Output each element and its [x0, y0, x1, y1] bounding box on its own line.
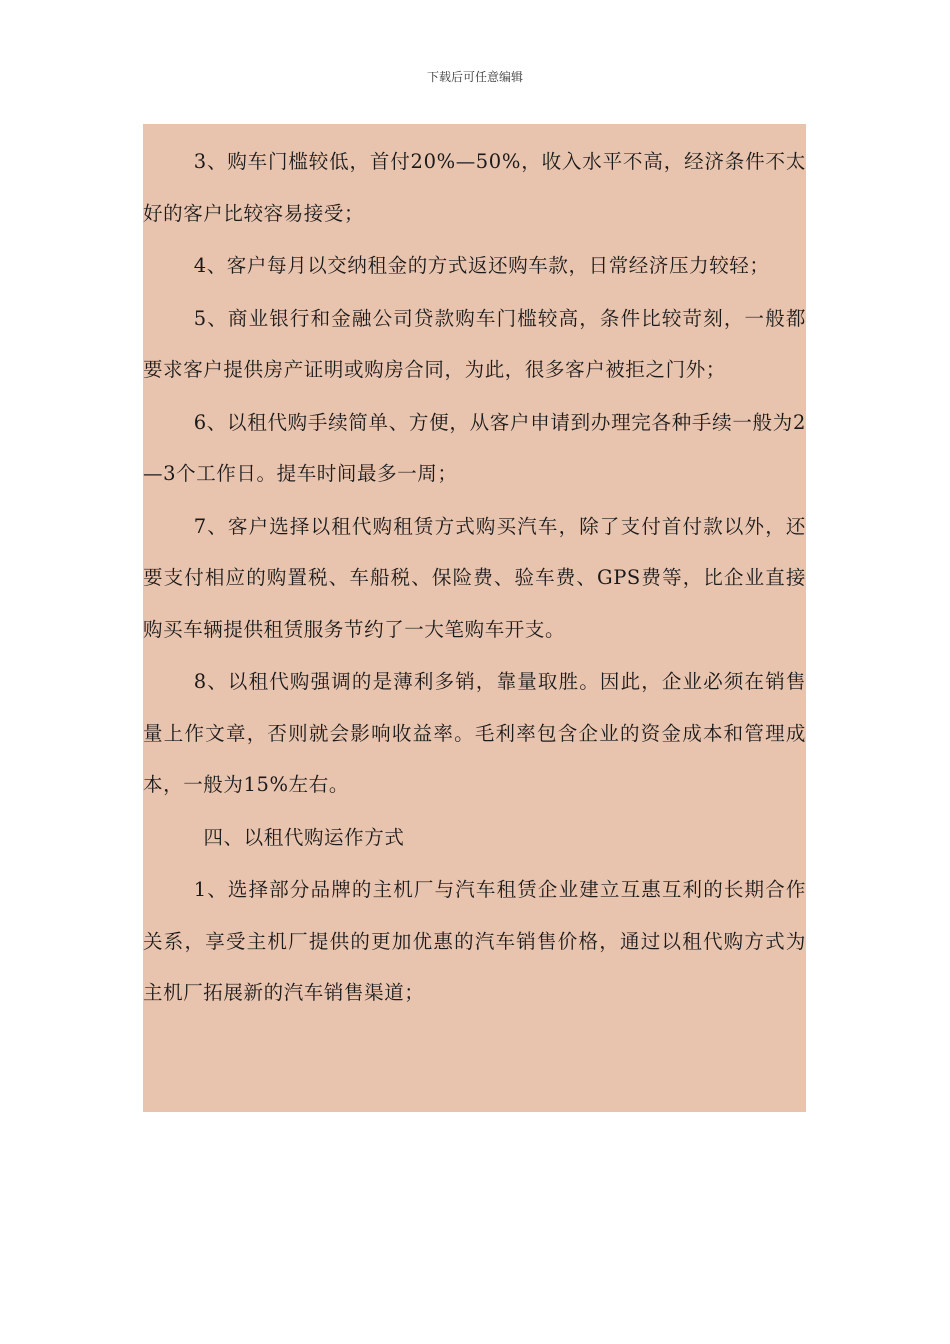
paragraph-item-3: 3、购车门槛较低，首付20%—50%，收入水平不高，经济条件不太好的客户比较容易接受； [143, 150, 806, 225]
section-heading: 四、以租代购运作方式 [203, 825, 405, 849]
paragraph-item-5: 5、商业银行和金融公司贷款购车门槛较高，条件比较苛刻，一般都要求客户提供房产证明或购房合同，为此，很多客户被拒之门外； [143, 306, 806, 381]
document-body [143, 124, 806, 1112]
paragraph-item-4: 4、客户每月以交纳租金的方式返还购车款，日常经济压力较轻； [193, 254, 770, 277]
paragraph-item-8: 8、以租代购强调的是薄利多销，靠量取胜。因此，企业必须在销售量上作文章，否则就会影响收益率。毛利率包含企业的资金成本和管理成本，一般为15%左右。 [143, 670, 806, 796]
page-header-note: 下载后可任意编辑 [426, 70, 523, 84]
paragraph-item-1: 1、选择部分品牌的主机厂与汽车租赁企业建立互惠互利的长期合作关系，享受主机厂提供的更加优惠的汽车销售价格，通过以租代购方式为主机厂拓展新的汽车销售渠道； [143, 878, 806, 1004]
paragraph-item-7: 7、客户选择以租代购租赁方式购买汽车，除了支付首付款以外，还要支付相应的购置税、车船税、保险费、验车费、GPS费等，比企业直接购买车辆提供租赁服务节约了一大笔购车开支。 [143, 514, 806, 641]
paragraph-item-6: 6、以租代购手续简单、方便，从客户申请到办理完各种手续一般为2—3个工作日。提车时间最多一周； [143, 410, 806, 485]
